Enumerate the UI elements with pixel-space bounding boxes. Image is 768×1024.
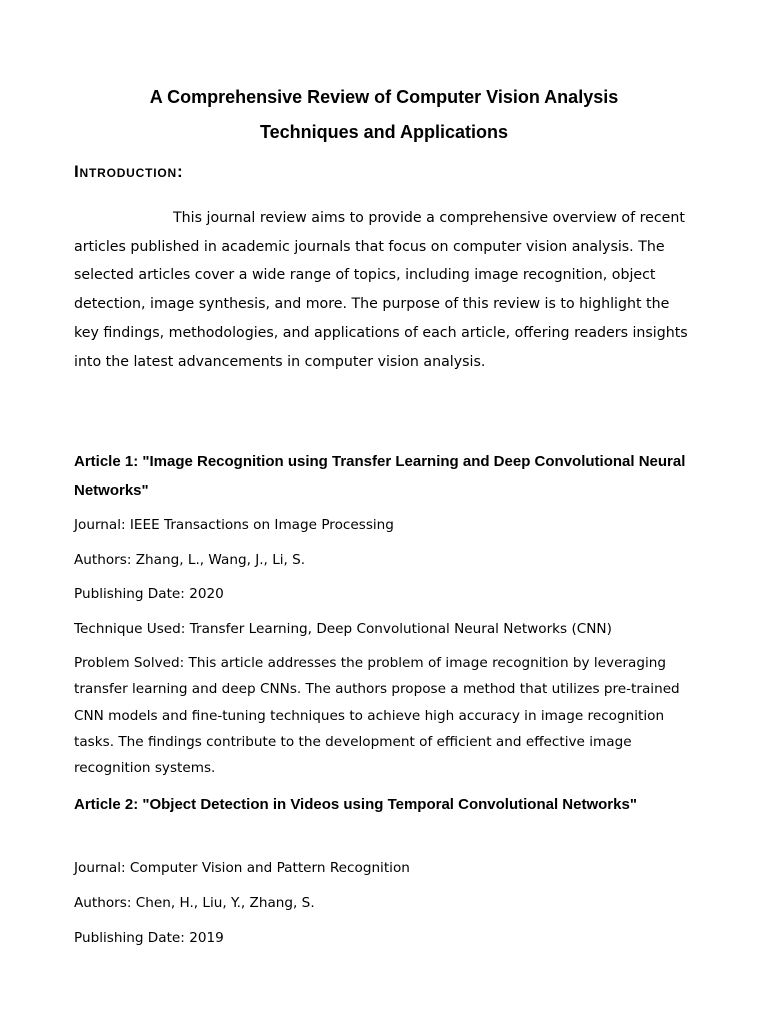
article-1-title: Article 1: "Image Recognition using Transfer Learning and Deep Convolutional Neural Networks" bbox=[74, 453, 686, 499]
article-1-technique: Technique Used: Transfer Learning, Deep Convolutional Neural Networks (CNN) bbox=[74, 621, 612, 637]
article-1-authors: Authors: Zhang, L., Wang, J., Li, S. bbox=[74, 552, 306, 568]
article-2-authors: Authors: Chen, H., Liu, Y., Zhang, S. bbox=[74, 895, 315, 911]
article-2-title: Article 2: "Object Detection in Videos using Temporal Convolutional Networks" bbox=[74, 796, 637, 813]
introduction-heading: Introduction: bbox=[74, 162, 184, 181]
document-title-line-1: A Comprehensive Review of Computer Vision Analysis bbox=[149, 87, 619, 107]
article-2-journal: Journal: Computer Vision and Pattern Recognition bbox=[74, 860, 410, 876]
article-1-publishing-date: Publishing Date: 2020 bbox=[74, 586, 224, 602]
introduction-paragraph bbox=[74, 204, 694, 376]
article-1-journal: Journal: IEEE Transactions on Image Processing bbox=[74, 517, 394, 533]
article-2-publishing-date: Publishing Date: 2019 bbox=[74, 930, 224, 946]
introduction-text: This journal review aims to provide a comprehensive overview of recent articles published in academic journals that focus on computer vision analysis. The selected articles cover a wide range of topics, including image recognition, object detection, image synthesis, and more. The purpose of this review is to highlight the key findings, methodologies, and applications of each article, offering readers insights into the latest advancements in computer vision analysis. bbox=[74, 210, 688, 370]
article-1-problem-solved: Problem Solved: This article addresses the problem of image recognition by leveraging transfer learning and deep CNNs. The authors propose a method that utilizes pre-trained CNN models and fine-tuning techniques to achieve high accuracy in image recognition tasks. The findings contribute to the development of efficient and effective image recognition systems. bbox=[74, 655, 680, 777]
document-title-line-2: Techniques and Applications bbox=[259, 122, 509, 142]
